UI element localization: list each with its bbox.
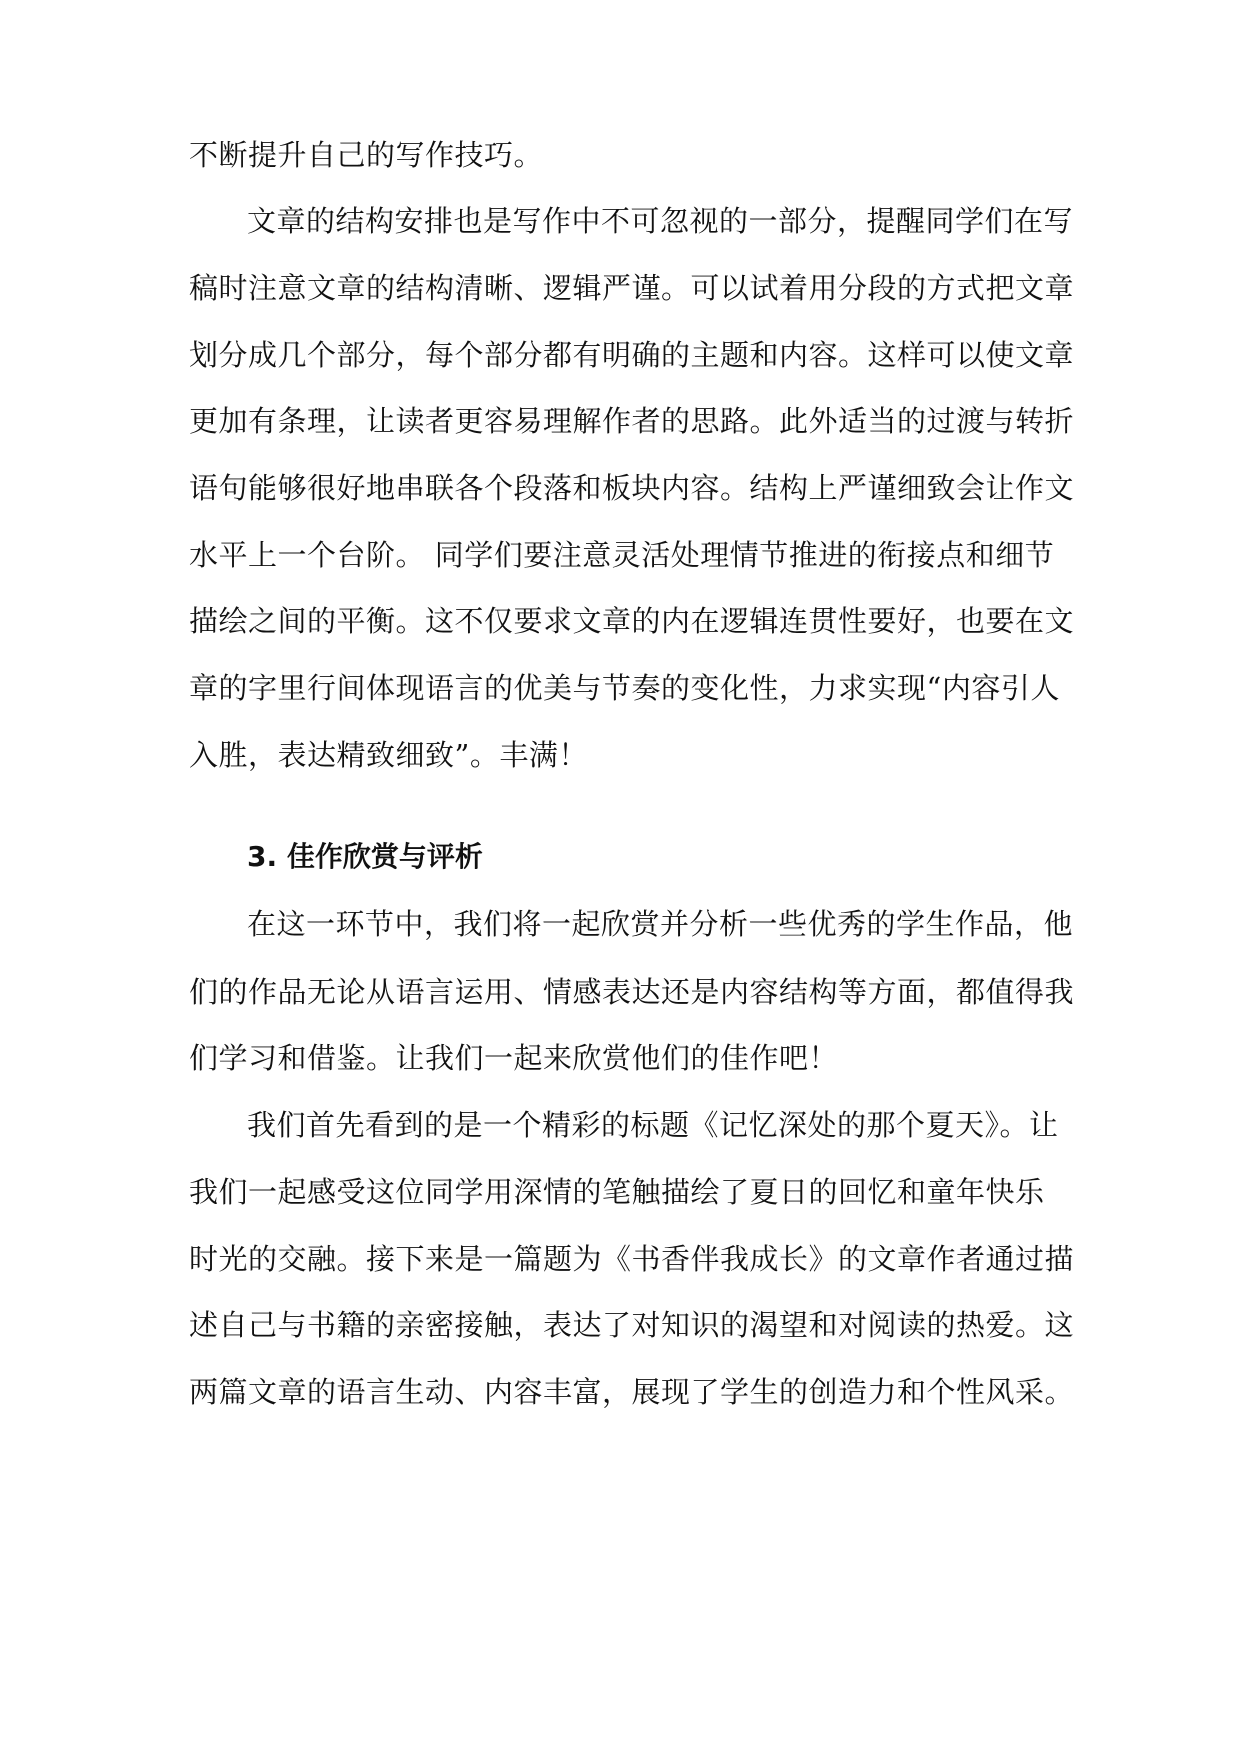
paragraph-2-line-9: 入胜，表达精致细致”。丰满！ [189,738,588,772]
paragraph-3-line-3: 们学习和借鉴。让我们一起来欣赏他们的佳作吧！ [189,1041,839,1075]
paragraph-4-line-2: 我们一起感受这位同学用深情的笔触描绘了夏日的回忆和童年快乐 [189,1175,1045,1209]
paragraph-2-line-6: 水平上一个台阶。 同学们要注意灵活处理情节推进的衔接点和细节 [189,538,1055,572]
paragraph-4-line-5: 两篇文章的语言生动、内容丰富，展现了学生的创造力和个性风采。 [189,1375,1075,1409]
paragraph-4-line-4: 述自己与书籍的亲密接触，表达了对知识的渴望和对阅读的热爱。这 [189,1308,1075,1342]
paragraph-2-line-1: 文章的结构安排也是写作中不可忽视的一部分，提醒同学们在写 [247,204,1074,238]
paragraph-3-line-2: 们的作品无论从语言运用、情感表达还是内容结构等方面，都值得我 [189,975,1075,1009]
paragraph-2-line-8: 章的字里行间体现语言的优美与节奏的变化性，力求实现“内容引人 [189,671,1060,705]
paragraph-2-line-7: 描绘之间的平衡。这不仅要求文章的内在逻辑连贯性要好，也要在文 [189,604,1075,638]
section-heading: 3. 佳作欣赏与评析 [247,840,483,873]
paragraph-4-line-3: 时光的交融。接下来是一篇题为《书香伴我成长》的文章作者通过描 [189,1242,1075,1276]
paragraph-4-line-1: 我们首先看到的是一个精彩的标题《记忆深处的那个夏天》。让 [247,1108,1059,1142]
paragraph-2-line-5: 语句能够很好地串联各个段落和板块内容。结构上严谨细致会让作文 [189,471,1075,505]
paragraph-2-line-4: 更加有条理，让读者更容易理解作者的思路。此外适当的过渡与转折 [189,404,1075,438]
paragraph-3-line-1: 在这一环节中，我们将一起欣赏并分析一些优秀的学生作品，他 [247,907,1074,941]
paragraph-2-line-3: 划分成几个部分，每个部分都有明确的主题和内容。这样可以使文章 [189,338,1075,372]
paragraph-1-line-1: 不断提升自己的写作技巧。 [189,138,544,172]
paragraph-2-line-2: 稿时注意文章的结构清晰、逻辑严谨。可以试着用分段的方式把文章 [189,271,1075,305]
